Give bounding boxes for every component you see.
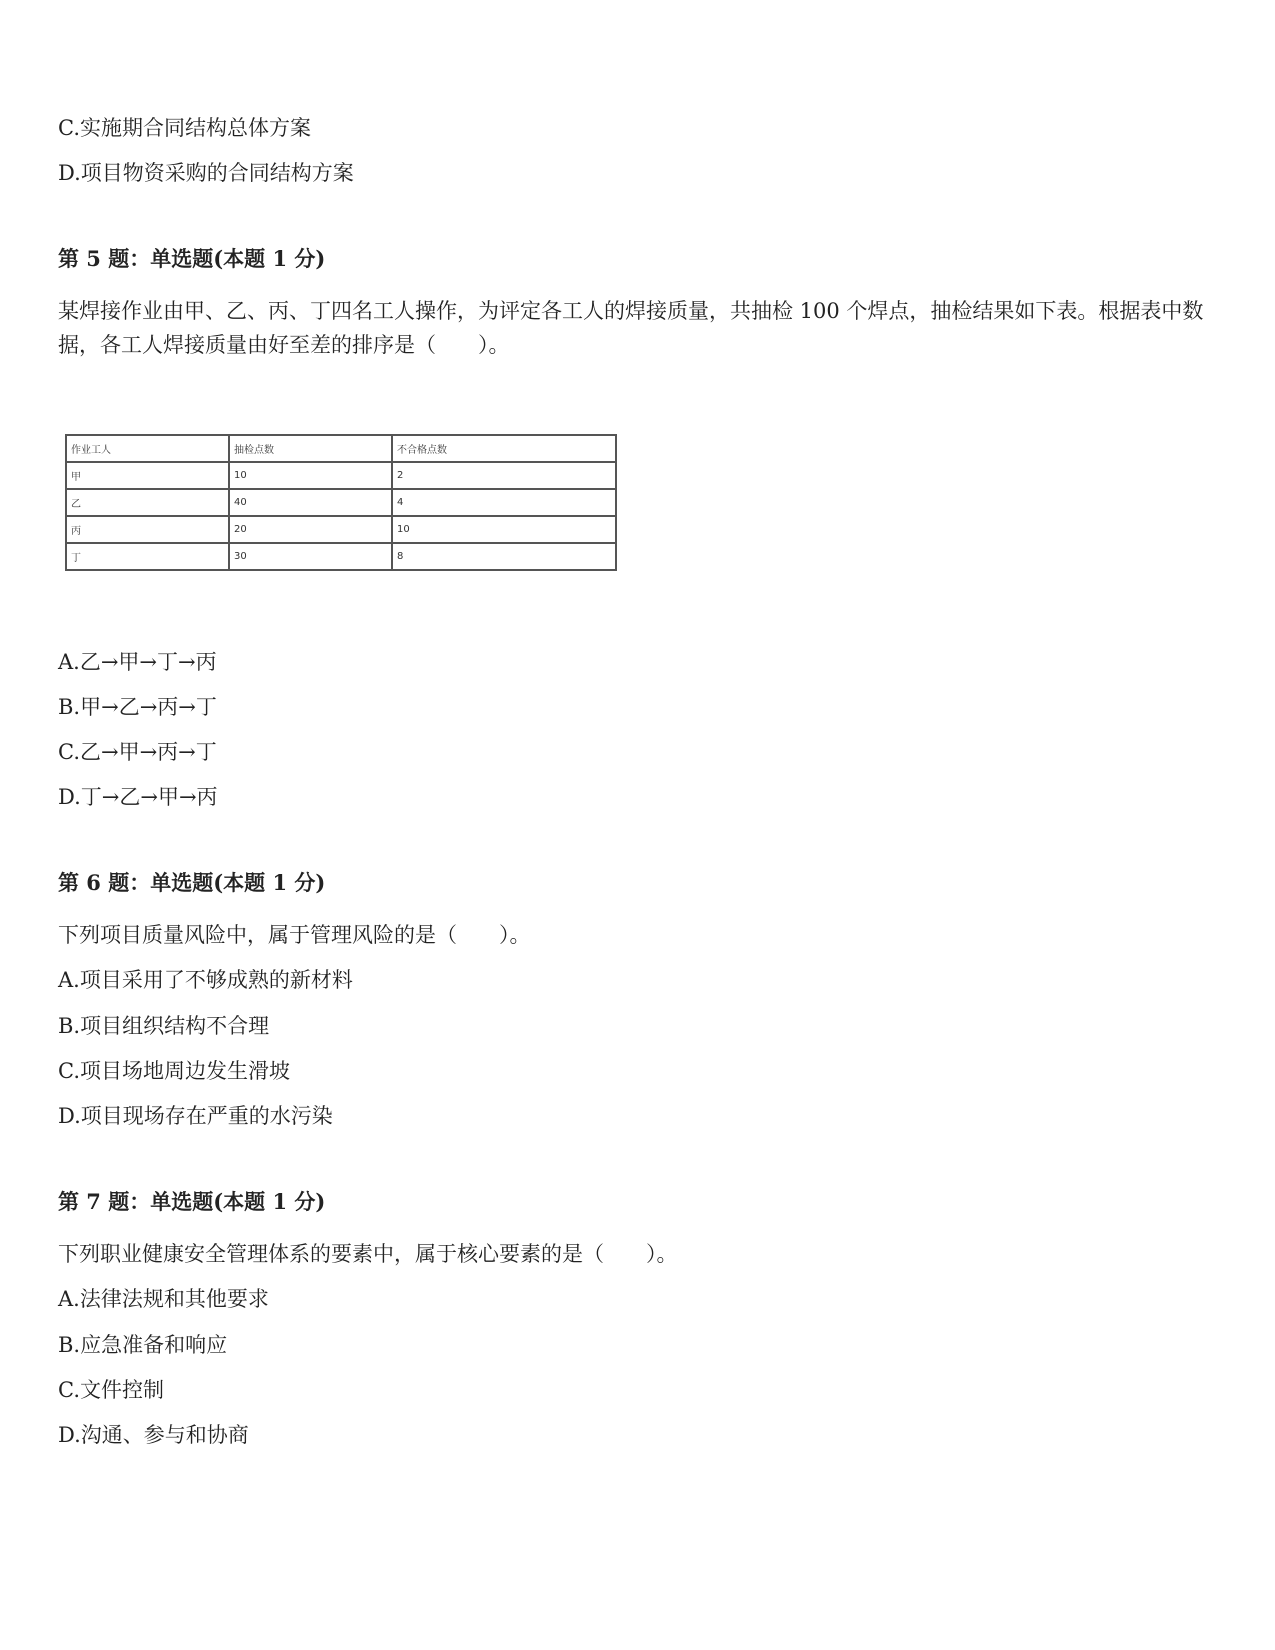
q5-option-b: B.甲→乙→丙→丁 xyxy=(58,695,217,719)
table-cell: 20 xyxy=(229,516,392,543)
q5-title: 第 5 题：单选题(本题 1 分) xyxy=(58,246,326,271)
q6-option-d: D.项目现场存在严重的水污染 xyxy=(58,1104,333,1128)
q5-option-d: D.丁→乙→甲→丙 xyxy=(58,785,218,809)
table-cell: 甲 xyxy=(66,462,229,489)
table-row xyxy=(66,462,616,489)
table-cell: 2 xyxy=(392,462,616,489)
q5-option-a: A.乙→甲→丁→丙 xyxy=(58,650,217,674)
table-cell: 30 xyxy=(229,543,392,570)
table-header-row xyxy=(66,435,616,462)
table-cell: 乙 xyxy=(66,489,229,516)
q7-option-a: A.法律法规和其他要求 xyxy=(58,1287,269,1311)
table-cell: 8 xyxy=(392,543,616,570)
q7-option-b: B.应急准备和响应 xyxy=(58,1333,228,1357)
q7-title: 第 7 题：单选题(本题 1 分) xyxy=(58,1189,326,1214)
table-header-cell: 作业工人 xyxy=(66,435,229,462)
q4-option-c: C.实施期合同结构总体方案 xyxy=(58,116,311,140)
q6-option-a: A.项目采用了不够成熟的新材料 xyxy=(58,968,353,992)
q5-table xyxy=(65,434,617,571)
table-row xyxy=(66,489,616,516)
q5-stem: 某焊接作业由甲、乙、丙、丁四名工人操作，为评定各工人的焊接质量，共抽检 100 个焊点，抽检结果如下表。根据表中数据，各工人焊接质量由好至差的排序是（ ）。 xyxy=(58,299,1204,357)
table-cell: 丁 xyxy=(66,543,229,570)
q7-option-d: D.沟通、参与和协商 xyxy=(58,1423,249,1447)
table-cell: 丙 xyxy=(66,516,229,543)
table-cell: 10 xyxy=(229,462,392,489)
table-header-cell: 抽检点数 xyxy=(229,435,392,462)
table-row xyxy=(66,516,616,543)
q5-option-c: C.乙→甲→丙→丁 xyxy=(58,740,217,764)
table-cell: 4 xyxy=(392,489,616,516)
table-cell: 10 xyxy=(392,516,616,543)
q7-stem: 下列职业健康安全管理体系的要素中，属于核心要素的是（ ）。 xyxy=(58,1242,678,1266)
q7-option-c: C.文件控制 xyxy=(58,1378,164,1402)
q6-option-b: B.项目组织结构不合理 xyxy=(58,1014,270,1038)
table-row xyxy=(66,543,616,570)
q6-title: 第 6 题：单选题(本题 1 分) xyxy=(58,870,326,895)
q6-stem: 下列项目质量风险中，属于管理风险的是（ ）。 xyxy=(58,923,531,947)
table-cell: 40 xyxy=(229,489,392,516)
q4-option-d: D.项目物资采购的合同结构方案 xyxy=(58,161,354,185)
q6-option-c: C.项目场地周边发生滑坡 xyxy=(58,1059,290,1083)
table-header-cell: 不合格点数 xyxy=(392,435,616,462)
